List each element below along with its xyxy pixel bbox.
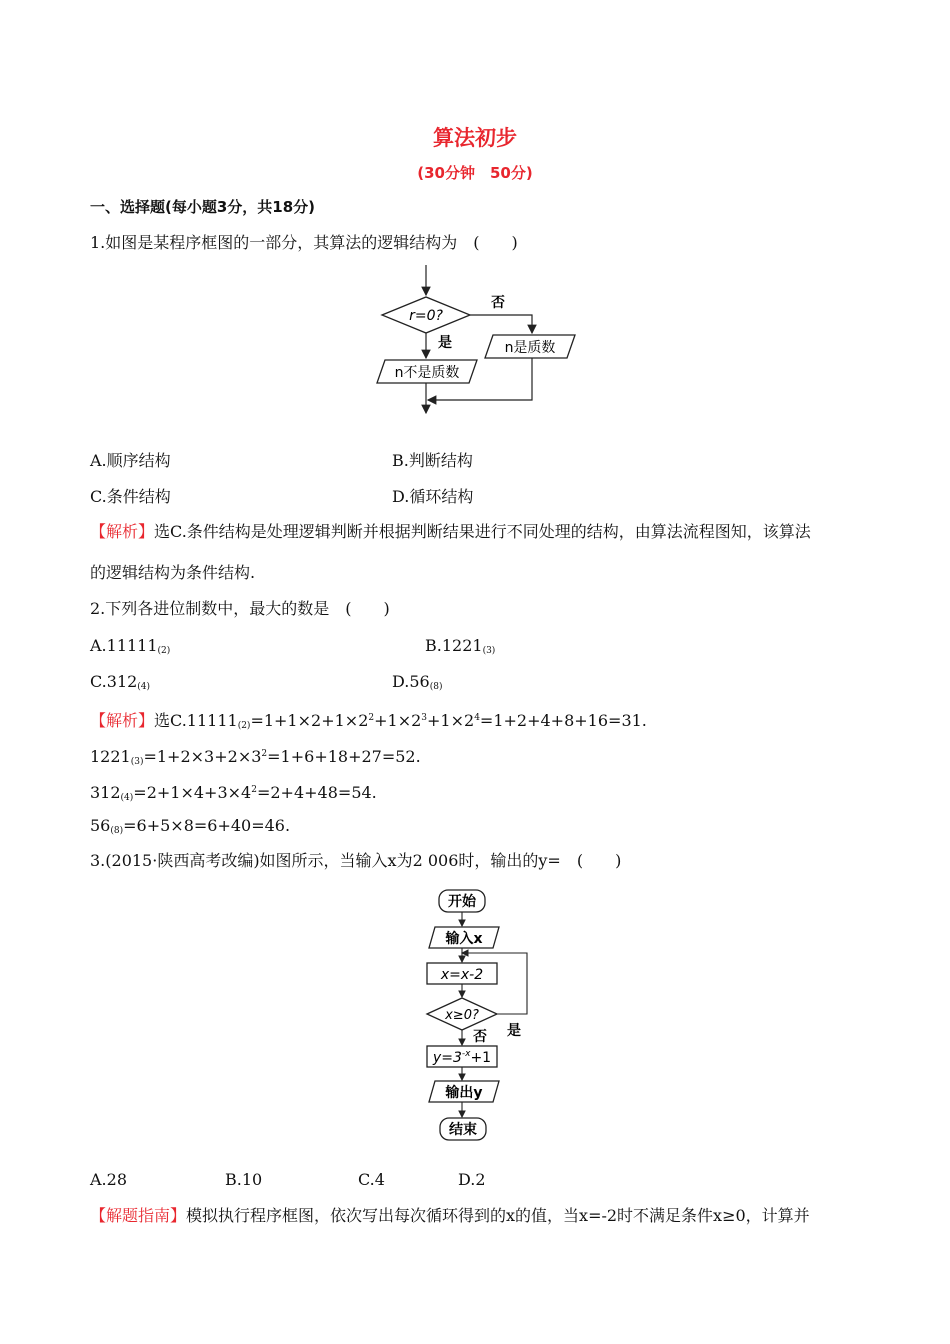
svg-text:y=3-x+1: $y=3^{-x}+1$ <box>432 1049 492 1066</box>
q1-analysis-line-2: 的逻辑结构为条件结构. <box>90 563 256 582</box>
output-prime-label: n是质数 <box>504 340 556 356</box>
q1-analysis-text: 选C.条件结构是处理逻辑判断并根据判断结果进行不同处理的结构，由算法流程图知，该算法 <box>154 522 811 541</box>
q1-option-b: B.判断结构 <box>392 451 473 470</box>
q3-option-a: A.28 <box>90 1170 127 1189</box>
q1-analysis-line-1 <box>90 522 811 542</box>
q3-option-c: C.4 <box>358 1170 385 1189</box>
analysis-tag: 【解析】 <box>90 522 155 541</box>
q2-option-d: $D.56_{(8)}$ <box>392 672 443 692</box>
svg-text:x=x-2: x=x-2 <box>440 967 484 983</box>
question-1-stem: 1.如图是某程序框图的一部分，其算法的逻辑结构为 ( ) <box>90 233 518 252</box>
analysis-tag: 【解析】 <box>90 711 155 730</box>
guide-tag: 【解题指南】 <box>90 1206 187 1225</box>
output-not-prime-label: n不是质数 <box>394 365 460 381</box>
flowchart-3 <box>415 885 540 1147</box>
page-title: 算法初步 <box>433 126 517 150</box>
condition-label: r=0? <box>409 308 443 324</box>
section-heading: 一、选择题(每小题3分，共18分) <box>90 198 316 216</box>
q1-option-a: A.顺序结构 <box>90 451 171 470</box>
svg-text:输出y: 输出y <box>445 1085 483 1101</box>
q1-option-d: D.循环结构 <box>392 487 474 506</box>
page-subtitle: (30分钟 50分) <box>417 164 533 182</box>
q2-option-c: $C.312_{(4)}$ <box>90 672 151 692</box>
q3-guide-line: 【解题指南】模拟执行程序框图，依次写出每次循环得到的x的值，当x=-2时不满足条件x≥0，计算并 <box>90 1206 810 1225</box>
q2-analysis-line-3: $312_{(4)}=2+1\times 4+3\times 4^2=2+4+48=54$. <box>90 783 377 803</box>
q3-option-d: D.2 <box>458 1170 486 1189</box>
q2-option-a: $A.11111_{(2)}$ <box>90 636 171 656</box>
q2-analysis-line-2: $1221_{(3)}=1+2\times 3+2\times 3^2=1+6+18+27=52$. <box>90 747 421 767</box>
svg-text:是: 是 <box>507 1023 521 1039</box>
flowchart-1 <box>370 265 590 420</box>
q2-analysis-line-4: $56_{(8)}=6+5\times 8=6+40=46$. <box>90 816 291 836</box>
question-3-stem: 3.(2015·陕西高考改编)如图所示，当输入x为2 006时，输出的y= ( ) <box>90 851 622 870</box>
q2-analysis-line-1: 【解析】选$C.11111_{(2)}=1+1\times 2+1\times 2^2+1\times 2^3+1\times 2^4=1+2+4+8+16=31$. <box>90 711 647 731</box>
svg-text:输入x: 输入x <box>445 931 483 947</box>
q1-option-c: C.条件结构 <box>90 487 171 506</box>
q3-option-b: B.10 <box>225 1170 263 1189</box>
svg-text:否: 否 <box>473 1029 487 1045</box>
svg-text:开始: 开始 <box>448 894 476 910</box>
yes-label: 是 <box>438 335 452 351</box>
svg-text:结束: 结束 <box>449 1122 477 1138</box>
question-2-stem: 2.下列各进位制数中，最大的数是 ( ) <box>90 599 390 618</box>
no-label: 否 <box>491 295 505 311</box>
svg-text:x≥0?: x≥0? <box>445 1008 479 1023</box>
q2-option-b: $B.1221_{(3)}$ <box>425 636 496 656</box>
